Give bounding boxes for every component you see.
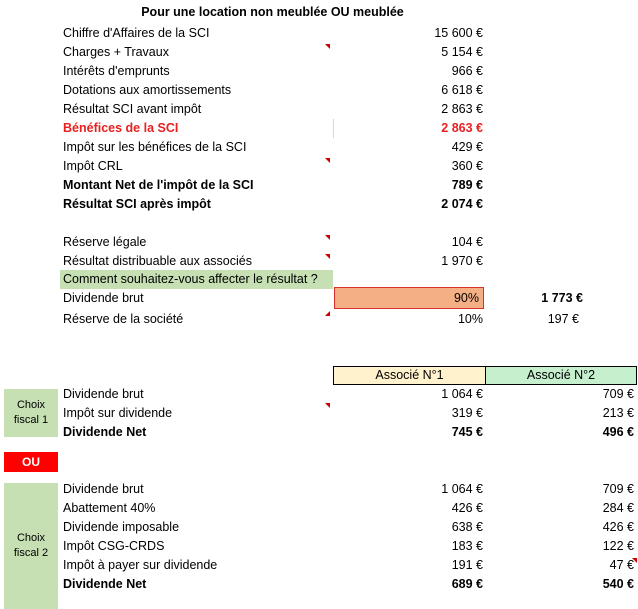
row-label-resultat-avant: Résultat SCI avant impôt [63, 102, 202, 116]
c1-a1-impot[interactable]: 319 € [451, 406, 483, 420]
c2-a1-csg[interactable]: 183 € [451, 539, 483, 553]
comment-marker-icon[interactable] [325, 235, 330, 240]
reserve-pct[interactable]: 10% [457, 312, 483, 326]
row-value-impot-crl[interactable]: 360 € [451, 159, 483, 173]
row-value-impot-benefices[interactable]: 429 € [451, 140, 483, 154]
c1-label-net: Dividende Net [63, 425, 147, 439]
c2-a2-net[interactable]: 540 € [602, 577, 634, 591]
c2-a2-abattement[interactable]: 284 € [602, 501, 634, 515]
page-title: Pour une location non meublée OU meublée [141, 5, 404, 19]
dividende-pct-input[interactable]: 90% [334, 287, 484, 309]
c1-a2-dividende-brut[interactable]: 709 € [602, 387, 634, 401]
c2-label-abattement: Abattement 40% [63, 501, 156, 515]
c2-a2-csg[interactable]: 122 € [602, 539, 634, 553]
comment-marker-icon[interactable] [325, 158, 330, 163]
comment-marker-icon[interactable] [325, 311, 330, 316]
c1-a1-net[interactable]: 745 € [451, 425, 483, 439]
c1-a1-dividende-brut[interactable]: 1 064 € [441, 387, 483, 401]
row-value-reserve-legale[interactable]: 104 € [451, 235, 483, 249]
row-value-charges[interactable]: 5 154 € [441, 45, 483, 59]
allocation-question: Comment souhaitez-vous affecter le résultat ? [60, 270, 333, 289]
dividende-amount[interactable]: 1 773 € [541, 291, 583, 305]
c2-a2-imposable[interactable]: 426 € [602, 520, 634, 534]
comment-marker-icon[interactable] [325, 44, 330, 49]
row-value-benefices[interactable]: 2 863 € [441, 121, 483, 135]
choix-fiscal-1-label [4, 389, 58, 437]
c1-a2-net[interactable]: 496 € [602, 425, 634, 439]
c2-a1-impot[interactable]: 191 € [451, 558, 483, 572]
c2-a2-dividende-brut[interactable]: 709 € [602, 482, 634, 496]
c2-a1-net[interactable]: 689 € [451, 577, 483, 591]
row-value-dotations[interactable]: 6 618 € [441, 83, 483, 97]
row-value-resultat-avant[interactable]: 2 863 € [441, 102, 483, 116]
header-associe-2: Associé N°2 [485, 366, 637, 385]
c2-label-impot: Impôt à payer sur dividende [63, 558, 218, 572]
choix-fiscal-1-line1: Choix [16, 399, 46, 411]
cell-border [333, 119, 334, 138]
c2-a1-imposable[interactable]: 638 € [451, 520, 483, 534]
row-label-dotations: Dotations aux amortissements [63, 83, 232, 97]
row-label-dividende-brut: Dividende brut [63, 291, 144, 305]
comment-marker-icon[interactable] [632, 558, 637, 563]
row-value-resultat-apres[interactable]: 2 074 € [441, 197, 483, 211]
c2-label-imposable: Dividende imposable [63, 520, 180, 534]
header-associe-1: Associé N°1 [333, 366, 486, 385]
row-label-benefices: Bénéfices de la SCI [63, 121, 179, 135]
c2-a2-impot[interactable]: 47 € [609, 558, 634, 572]
c1-a2-impot[interactable]: 213 € [602, 406, 634, 420]
row-label-reserve-legale: Réserve légale [63, 235, 147, 249]
choix-fiscal-2-line2: fiscal 2 [13, 547, 49, 559]
row-value-ca[interactable]: 15 600 € [434, 26, 483, 40]
row-value-interets[interactable]: 966 € [451, 64, 483, 78]
row-label-interets: Intérêts d'emprunts [63, 64, 170, 78]
reserve-amount[interactable]: 197 € [547, 312, 579, 326]
row-label-impot-crl: Impôt CRL [63, 159, 123, 173]
row-label-charges: Charges + Travaux [63, 45, 169, 59]
c2-label-net: Dividende Net [63, 577, 147, 591]
choix-fiscal-1-line2: fiscal 1 [13, 414, 49, 426]
ou-badge: OU [4, 452, 58, 472]
c2-label-csg: Impôt CSG-CRDS [63, 539, 165, 553]
row-label-resultat-apres: Résultat SCI après impôt [63, 197, 211, 211]
row-value-resultat-distribuable[interactable]: 1 970 € [441, 254, 483, 268]
c2-label-dividende-brut: Dividende brut [63, 482, 144, 496]
c1-label-impot: Impôt sur dividende [63, 406, 173, 420]
c2-a1-dividende-brut[interactable]: 1 064 € [441, 482, 483, 496]
row-value-montant-net[interactable]: 789 € [451, 178, 483, 192]
row-label-ca: Chiffre d'Affaires de la SCI [63, 26, 210, 40]
row-label-resultat-distribuable: Résultat distribuable aux associés [63, 254, 252, 268]
row-label-montant-net: Montant Net de l'impôt de la SCI [63, 178, 254, 192]
c2-a1-abattement[interactable]: 426 € [451, 501, 483, 515]
c1-label-dividende-brut: Dividende brut [63, 387, 144, 401]
choix-fiscal-2-label [4, 483, 58, 609]
row-label-impot-benefices: Impôt sur les bénéfices de la SCI [63, 140, 247, 154]
choix-fiscal-2-line1: Choix [16, 532, 46, 544]
row-label-reserve-societe: Réserve de la société [63, 312, 184, 326]
comment-marker-icon[interactable] [325, 254, 330, 259]
comment-marker-icon[interactable] [325, 403, 330, 408]
